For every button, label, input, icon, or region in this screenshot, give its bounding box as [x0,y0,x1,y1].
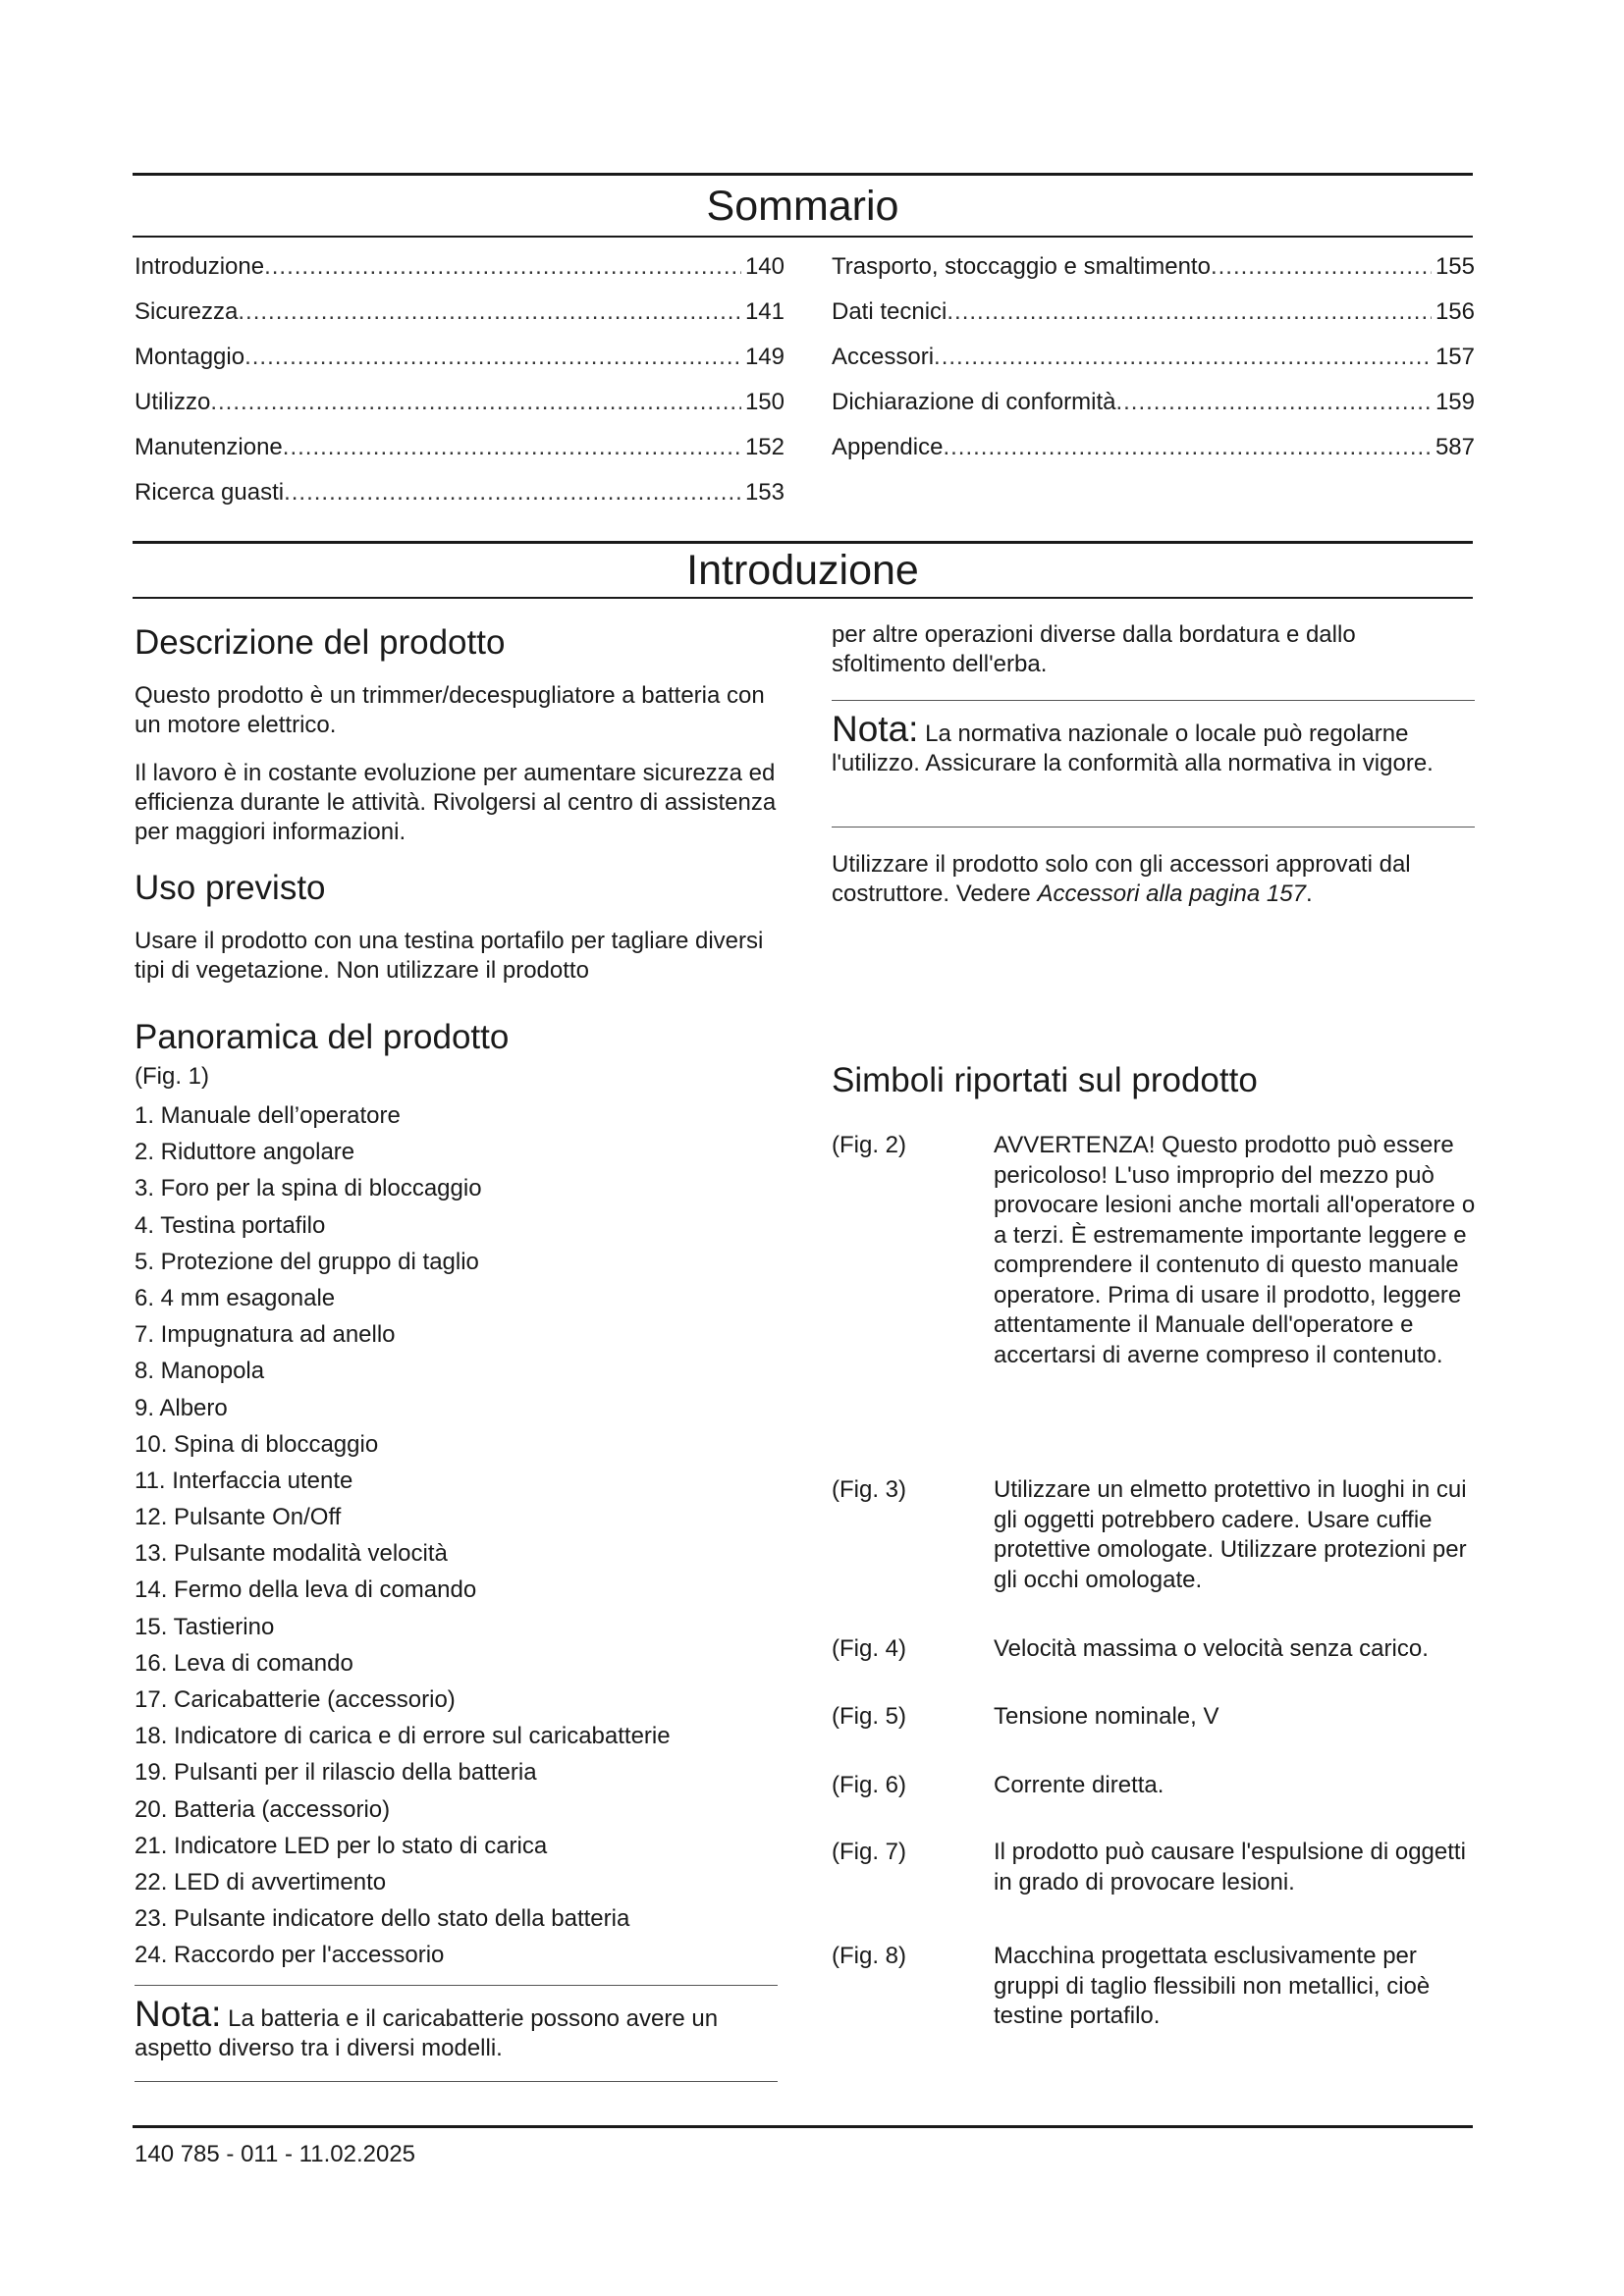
list-item: 8. Manopola [135,1358,265,1385]
toc-leader [284,478,741,507]
symbol-fig-ref: (Fig. 6) [832,1772,907,1798]
toc-leader [283,433,741,462]
toc-entry[interactable] [832,433,1475,478]
footer-rule [133,2125,1473,2128]
list-item: 10. Spina di bloccaggio [135,1430,379,1458]
toc-entry-page: 141 [744,298,785,325]
overview-nota-top-rule [135,1985,778,1986]
symbol-description: Velocità massima o velocità senza carico. [994,1635,1429,1662]
symbol-description: Corrente diretta. [994,1772,1164,1798]
toc-leader [210,388,741,417]
list-item: 13. Pulsante modalità velocità [135,1540,448,1568]
sommario-bottom-rule [133,236,1473,238]
nota-top-rule [832,700,1475,701]
list-item: 7. Impugnatura ad anello [135,1321,396,1349]
nota-label: Nota: [832,709,919,749]
list-item: 11. Interfaccia utente [135,1467,353,1494]
toc-left-column [135,252,785,523]
list-item: 18. Indicatore di carica e di errore sul caricabatterie [135,1723,671,1750]
toc-entry-title: Appendice [832,434,944,460]
intro-bottom-rule [133,597,1473,599]
symbol-fig-ref: (Fig. 8) [832,1943,907,1969]
overview-heading: Panoramica del prodotto [135,1018,510,1056]
list-item: 17. Caricabatterie (accessorio) [135,1686,456,1713]
overview-nota-box [135,1994,778,2063]
toc-entry[interactable] [832,388,1475,433]
toc-entry[interactable] [135,388,785,433]
toc-leader [934,343,1432,372]
toc-entry-page: 155 [1435,253,1475,280]
toc-entry[interactable] [832,343,1475,388]
symbol-fig-ref: (Fig. 7) [832,1839,907,1865]
intended-use-heading: Uso previsto [135,869,326,907]
symbol-fig-ref: (Fig. 4) [832,1635,907,1662]
toc-leader [1115,388,1431,417]
list-item: 2. Riduttore angolare [135,1139,355,1166]
symbol-description: Il prodotto può causare l'espulsione di oggetti in grado di provocare lesioni. [994,1839,1466,1896]
overview-parts-list [135,1101,763,1978]
symbol-fig-ref: (Fig. 3) [832,1476,907,1503]
toc-entry[interactable] [135,478,785,523]
list-item: 20. Batteria (accessorio) [135,1795,391,1823]
toc-entry-title: Ricerca guasti [135,479,285,506]
nota-bottom-rule [832,827,1475,828]
description-paragraph-1: Questo prodotto è un trimmer/decespugliatore a batteria con un motore elettrico. [135,682,765,738]
toc-entry-page: 153 [744,479,785,506]
list-item: 9. Albero [135,1394,228,1421]
toc-entry[interactable] [832,297,1475,343]
accessories-end: . [1305,881,1313,907]
nota-text: La batteria e il caricabatterie possono avere un aspetto diverso tra i diversi modelli. [135,2005,719,2061]
toc-entry-title: Sicurezza [135,298,239,325]
sommario-top-rule [133,173,1473,176]
overview-nota-bottom-rule [135,2081,778,2082]
toc-entry-page: 587 [1435,434,1475,460]
toc-entry-page: 149 [744,344,785,370]
list-item: 15. Tastierino [135,1613,275,1640]
footer-doc-code: 140 785 - 011 - 11.02.2025 [135,2141,416,2167]
intended-use-paragraph: Usare il prodotto con una testina portafilo per tagliare diversi tipi di vegetazione. Non utilizzare il prodotto [135,928,764,984]
toc-entry-title: Introduzione [135,253,265,280]
toc-leader [238,297,741,327]
toc-entry-page: 157 [1435,344,1475,370]
list-item: 19. Pulsanti per il rilascio della batteria [135,1759,537,1787]
list-item: 16. Leva di comando [135,1649,353,1677]
list-item: 6. 4 mm esagonale [135,1284,336,1311]
overview-fig-ref: (Fig. 1) [135,1063,210,1090]
symbol-description: Macchina progettata esclusivamente per gruppi di taglio flessibili non metallici, cioè testine portafilo. [994,1943,1431,2029]
nota-box [832,709,1475,778]
toc-entry-title: Manutenzione [135,434,283,460]
nota-text: La normativa nazionale o locale può regolarne l'utilizzo. Assicurare la conformità alla normativa in vigore. [832,721,1434,776]
toc-entry-page: 152 [744,434,785,460]
toc-leader [947,297,1432,327]
toc-entry-title: Trasporto, stoccaggio e smaltimento [832,253,1211,280]
symbol-description: Utilizzare un elmetto protettivo in luoghi in cui gli oggetti potrebbero cadere. Usare cuffie protettive omologate. Utilizzare protezioni per gli occhi omologate. [994,1476,1467,1593]
toc-right-column [832,252,1475,478]
list-item: 14. Fermo della leva di comando [135,1576,477,1604]
list-item: 24. Raccordo per l'accessorio [135,1942,445,1969]
nota-label: Nota: [135,1994,222,2034]
description-paragraph-2: Il lavoro è in costante evoluzione per aumentare sicurezza ed efficienza durante le attività. Rivolgersi al centro di assistenza per maggiori informazioni. [135,760,777,845]
toc-leader [244,343,741,372]
list-item: 1. Manuale dell’operatore [135,1102,401,1129]
toc-entry-title: Dati tecnici [832,298,947,325]
list-item: 21. Indicatore LED per lo stato di carica [135,1832,548,1859]
toc-entry-title: Accessori [832,344,935,370]
symbol-description: AVVERTENZA! Questo prodotto può essere pericoloso! L'uso improprio del mezzo può provocare lesioni anche mortali all'operatore o a terzi. È estremamente importante leggere e comprendere il contenuto di questo manuale operatore. Prima di usare il prodotto, leggere attentamente il Manuale dell'operatore e accertarsi di averne compreso il contenuto. [994,1132,1476,1368]
toc-leader [264,252,741,282]
intro-top-rule [133,541,1473,544]
symbol-fig-ref: (Fig. 5) [832,1703,907,1730]
symbol-description: Tensione nominale, V [994,1703,1219,1730]
list-item: 4. Testina portafilo [135,1211,326,1239]
toc-entry-page: 150 [744,389,785,415]
toc-entry-page: 156 [1435,298,1475,325]
symbol-fig-ref: (Fig. 2) [832,1132,907,1158]
intended-use-paragraph-continued: per altre operazioni diverse dalla bordatura e dallo sfoltimento dell'erba. [832,621,1356,677]
list-item: 5. Protezione del gruppo di taglio [135,1248,479,1275]
toc-entry-title: Montaggio [135,344,245,370]
accessories-paragraph [832,850,1480,909]
toc-entry-page: 159 [1435,389,1475,415]
toc-leader [1211,252,1432,282]
list-item: 3. Foro per la spina di bloccaggio [135,1175,482,1202]
description-heading: Descrizione del prodotto [135,623,506,662]
accessories-link[interactable]: Accessori alla pagina 157 [1037,881,1306,907]
toc-entry[interactable] [135,343,785,388]
list-item: 12. Pulsante On/Off [135,1504,342,1531]
symbols-heading: Simboli riportati sul prodotto [832,1061,1258,1099]
toc-entry-title: Utilizzo [135,389,211,415]
toc-entry[interactable] [135,433,785,478]
intro-title: Introduzione [686,547,919,594]
toc-entry[interactable] [832,252,1475,297]
list-item: 23. Pulsante indicatore dello stato della batteria [135,1905,630,1933]
toc-leader [943,433,1432,462]
sommario-title: Sommario [706,183,899,230]
toc-entry[interactable] [135,252,785,297]
toc-entry-title: Dichiarazione di conformità [832,389,1116,415]
list-item: 22. LED di avvertimento [135,1868,387,1896]
toc-entry[interactable] [135,297,785,343]
accessories-text: Utilizzare il prodotto solo con gli accessori approvati dal costruttore. Vedere [832,851,1411,907]
toc-entry-page: 140 [744,253,785,280]
